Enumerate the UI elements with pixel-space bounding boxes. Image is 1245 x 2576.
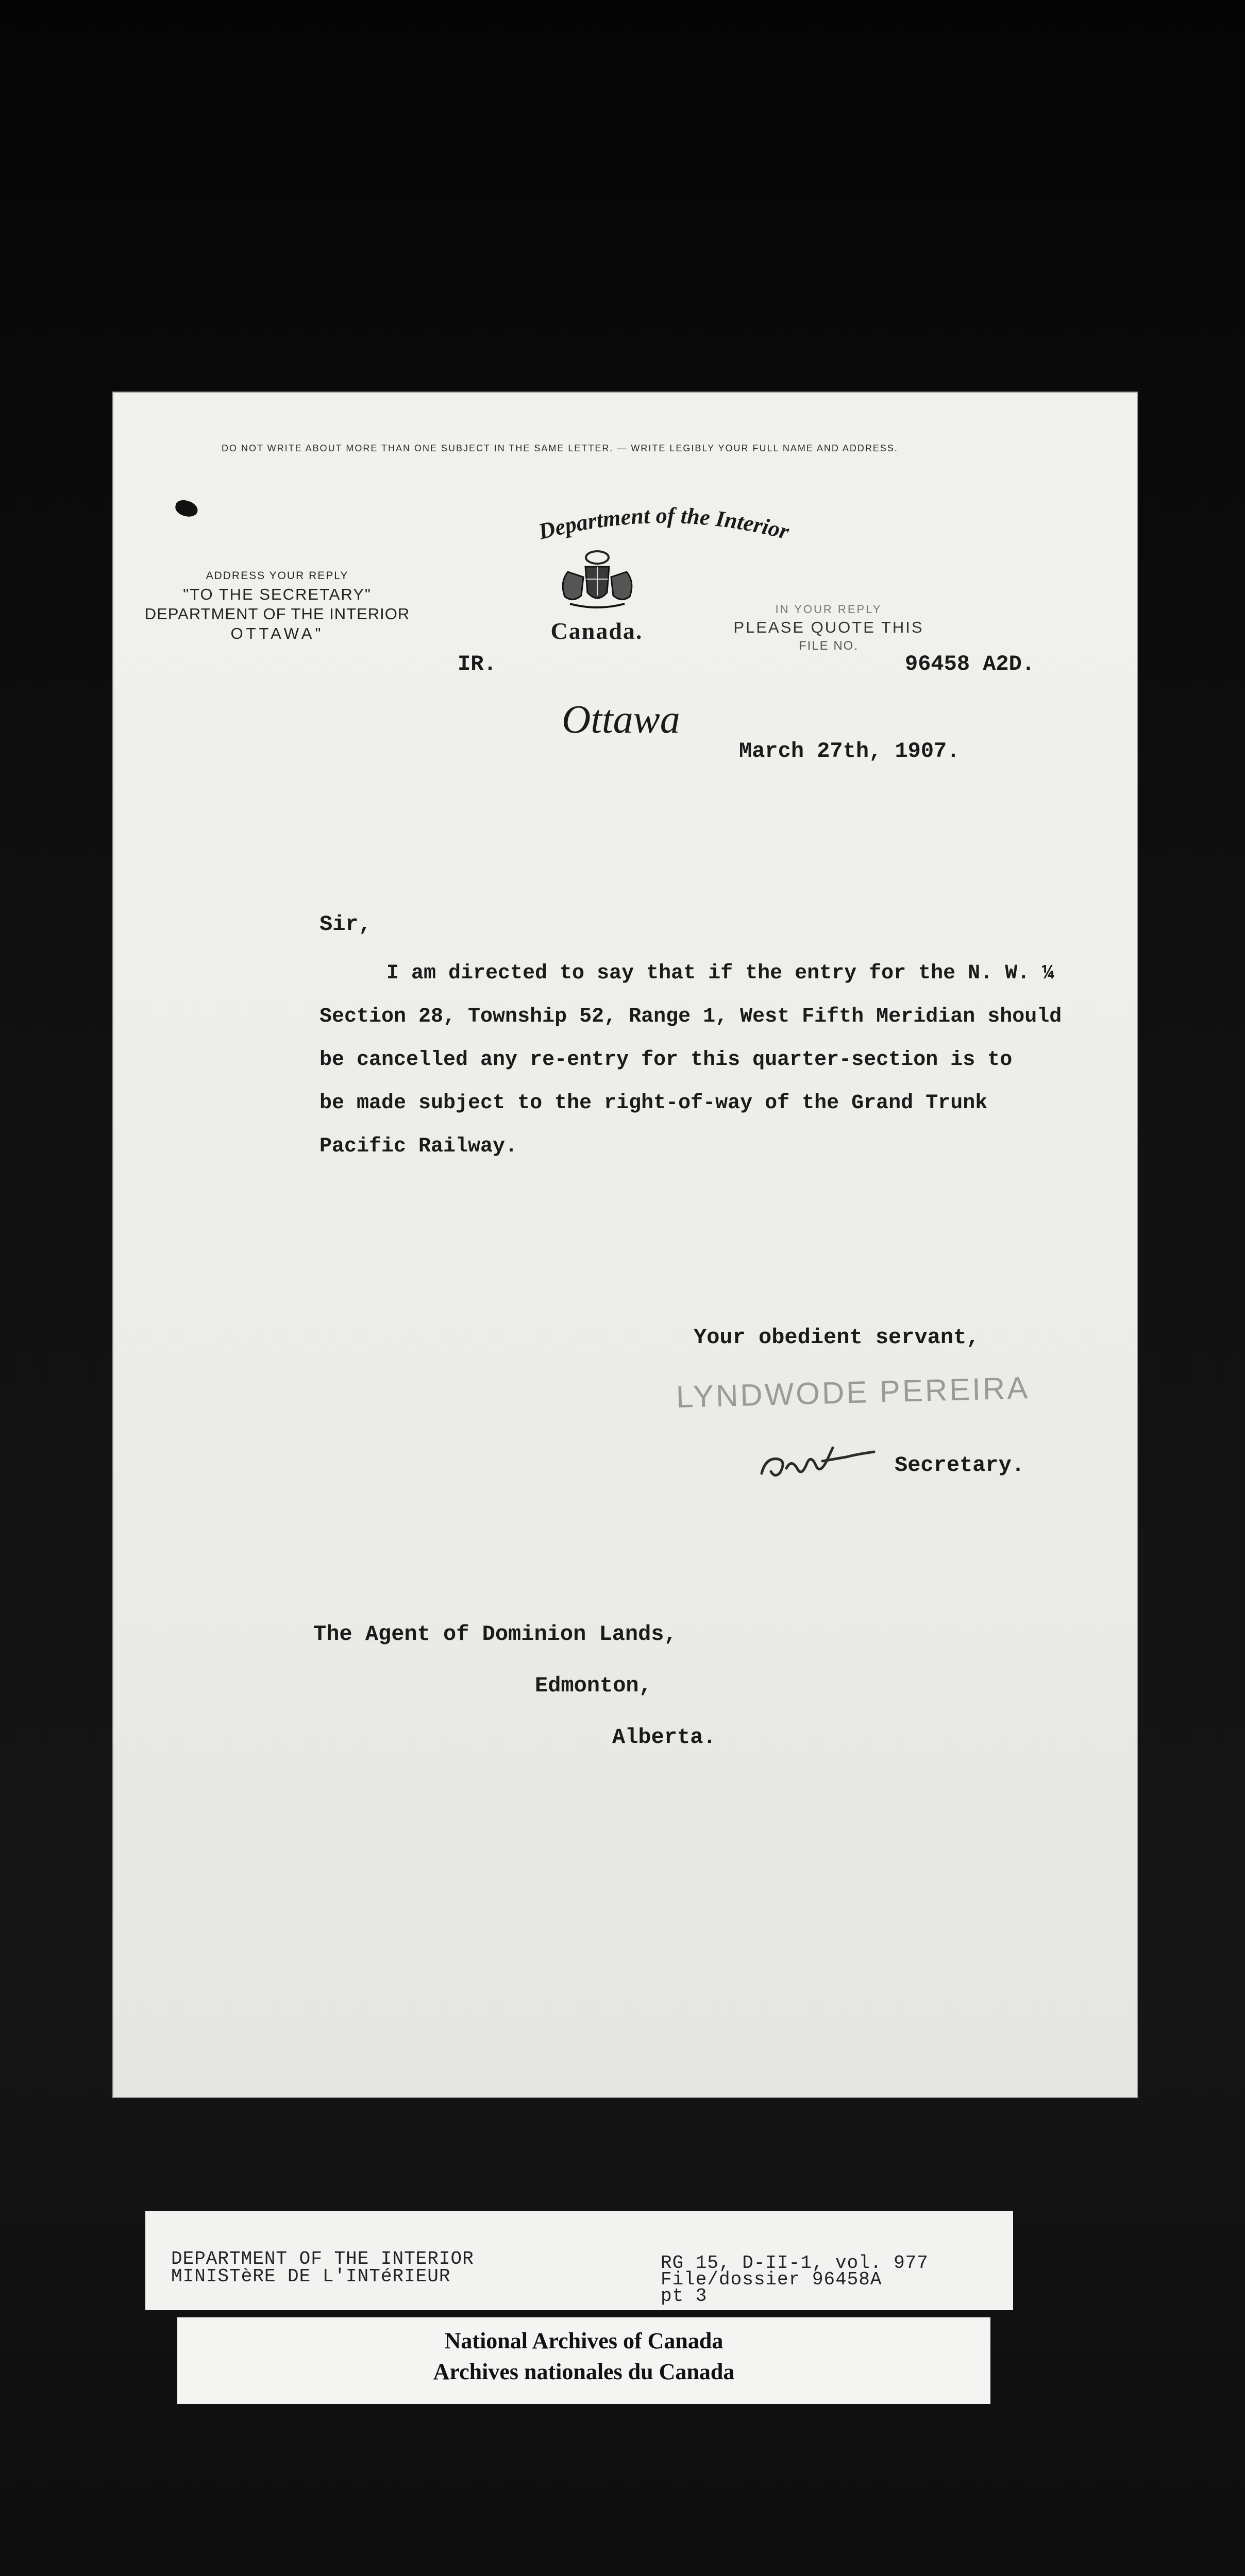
archives-english: National Archives of Canada [444, 2328, 724, 2353]
address-reply-line4: OTTAWA" [230, 624, 324, 642]
handwritten-initials-icon [755, 1427, 889, 1484]
address-reply-block [143, 570, 411, 643]
address-reply-line1: ADDRESS YOUR REPLY [206, 570, 349, 582]
punch-mark [174, 499, 199, 518]
address-reply-line3: DEPARTMENT OF THE INTERIOR [144, 605, 410, 623]
department-title [473, 505, 854, 562]
letter-page [112, 392, 1138, 2098]
recipient-line2: Edmonton, [535, 1673, 652, 1698]
quote-line1: IN YOUR REPLY [775, 603, 882, 616]
file-number: 96458 A2D. [905, 652, 1035, 676]
letterhead-notice: DO NOT WRITE ABOUT MORE THAN ONE SUBJECT IN THE SAME LETTER. — WRITE LEGIBLY YOUR FULL NAME AND ADDRESS. [222, 443, 898, 453]
archive-ref-line3: pt 3 [661, 2285, 708, 2307]
body-line: Pacific Railway. [319, 1135, 518, 1158]
ir-reference: IR. [458, 652, 497, 676]
body-line: I am directed to say that if the entry for the N. W. ¼ [386, 962, 1055, 985]
signature-stamp: LYNDWODE PEREIRA [676, 1370, 1031, 1414]
quote-line2: PLEASE QUOTE THIS [733, 618, 924, 636]
address-reply-line2: "TO THE SECRETARY" [183, 585, 372, 603]
archives-name-label [177, 2317, 990, 2404]
body-line: Section 28, Township 52, Range 1, West Fifth Meridian should [319, 1005, 1062, 1028]
archive-ref-line2: File/dossier 96458A [661, 2269, 882, 2290]
salutation: Sir, [319, 912, 372, 937]
place-ottawa [557, 696, 706, 747]
svg-text:Ottawa: Ottawa [562, 697, 680, 741]
quote-line3: FILE NO. [798, 639, 859, 653]
archive-ref-line1: RG 15, D-II-1, vol. 977 [661, 2252, 929, 2274]
archives-french: Archives nationales du Canada [433, 2359, 735, 2384]
archive-reference-label [145, 2211, 1013, 2310]
body-line: be cancelled any re-entry for this quarter-section is to [319, 1048, 1013, 1072]
quote-file-block [710, 603, 947, 653]
signature-title: Secretary. [895, 1453, 1025, 1478]
letter-body [319, 952, 1062, 1168]
svg-text:Department of the Interior: Department of the Interior [535, 505, 792, 545]
recipient-line1: The Agent of Dominion Lands, [313, 1622, 677, 1647]
coat-of-arms-icon [549, 546, 645, 610]
letter-date: March 27th, 1907. [739, 739, 960, 764]
recipient-line3: Alberta. [612, 1725, 716, 1750]
dept-french: MINISTèRE DE L'INTéRIEUR [171, 2266, 451, 2287]
dept-english: DEPARTMENT OF THE INTERIOR [171, 2248, 474, 2269]
body-line: be made subject to the right-of-way of the Grand Trunk [319, 1092, 988, 1115]
closing: Your obedient servant, [694, 1325, 980, 1350]
canada-label: Canada. [550, 618, 643, 644]
